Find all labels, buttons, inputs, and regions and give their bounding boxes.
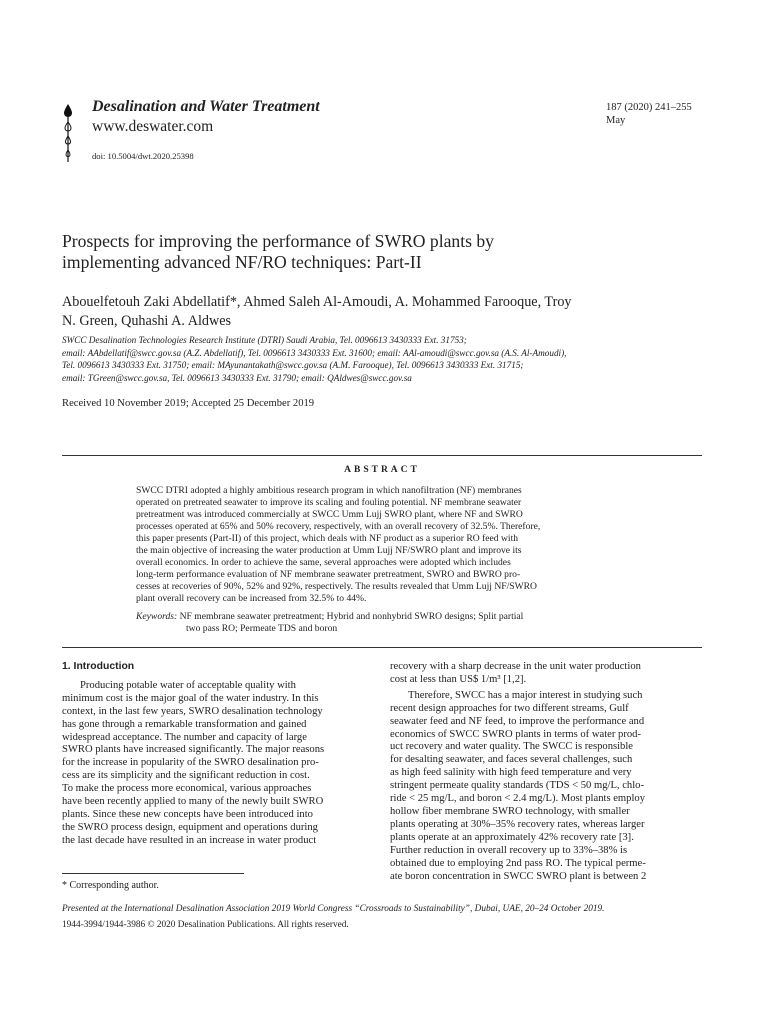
body-line: have been recently applied to many of the newly built SWRO xyxy=(62,796,324,808)
body-line: recent design approaches for two different streams, Gulf xyxy=(390,702,629,714)
volume-info xyxy=(606,101,692,127)
body-line: cost at less than US$ 1/m³ [1,2]. xyxy=(390,673,527,685)
abstract-line: pretreatment was introduced commercially at SWCC Umm Lujj SWRO plant, where NF and SWRO xyxy=(136,509,523,520)
keywords xyxy=(136,611,628,635)
body-line: widespread acceptance. The number and capacity of large xyxy=(62,731,307,743)
body-line: stringent permeate quality standards (TDS < 50 mg/L, chlo- xyxy=(390,780,644,792)
abstract-line: plant overall recovery can be increased from 32.5% to 44%. xyxy=(136,593,367,604)
body-line: minimum cost is the major goal of the water industry. In this xyxy=(62,692,319,704)
body-line: economics of SWCC SWRO plants in terms of water prod- xyxy=(390,728,641,740)
body-line: Further reduction in overall recovery up to 33%–38% is xyxy=(390,844,628,856)
abstract-line: operated on pretreated seawater to improve its scaling and fouling potential. NF membrane seawater xyxy=(136,497,522,508)
abstract-body xyxy=(136,485,628,605)
left-column xyxy=(62,661,373,848)
keywords-line xyxy=(136,611,628,623)
body-line: cess are its simplicity and the significant reduction in cost. xyxy=(62,770,310,782)
article-title xyxy=(62,231,662,273)
volume-pages: 187 (2020) 241–255 xyxy=(606,102,692,113)
body-line: seawater feed and NF feed, to improve the performance and xyxy=(390,715,645,727)
body-line: the SWRO process design, equipment and operations during xyxy=(62,821,318,833)
abstract-line: the main objective of increasing the water production at Umm Lujj NF/SWRO plant and improve its xyxy=(136,545,522,556)
body-line: Producing potable water of acceptable quality with xyxy=(80,679,296,691)
copyright-notice: 1944-3994/1944-3986 © 2020 Desalination Publications. All rights reserved. xyxy=(62,920,349,930)
abstract-line: long-term performance evaluation of NF membrane seawater pretreatment, SWRO and BWRO pro- xyxy=(136,569,521,580)
authors-line: N. Green, Quhashi A. Aldwes xyxy=(62,313,232,329)
body-line: plants. Since these new concepts have been introduced into xyxy=(62,808,313,820)
intro-paragraph xyxy=(62,680,373,848)
issue-month: May xyxy=(606,115,626,126)
abstract-line: SWCC DTRI adopted a highly ambitious research program in which nanofiltration (NF) membranes xyxy=(136,485,522,496)
journal-title: Desalination and Water Treatment xyxy=(92,98,320,115)
body-line: context, in the last few years, SWRO desalination technology xyxy=(62,705,323,717)
body-line: plants operate at an approximately 42% recovery rate [3]. xyxy=(390,831,634,843)
affiliation-line: SWCC Desalination Technologies Research Institute (DTRI) Saudi Arabia, Tel. 0096613 3430333 Ext. 31753; xyxy=(62,335,467,345)
body-line: recovery with a sharp decrease in the unit water production xyxy=(390,661,641,672)
affiliation xyxy=(62,334,712,384)
journal-logo-icon xyxy=(62,100,84,166)
author-list xyxy=(62,293,712,331)
body-line: for desalting seawater, and faces several challenges, such xyxy=(390,754,633,766)
body-line: for the increase in popularity of the SWRO desalination pro- xyxy=(62,757,319,769)
body-paragraph xyxy=(390,690,701,884)
body-line: ate boron concentration in SWCC SWRO plant is between 2 xyxy=(390,870,647,882)
body-line: To make the process more economical, various approaches xyxy=(62,783,312,795)
received-dates: Received 10 November 2019; Accepted 25 December 2019 xyxy=(62,398,315,409)
abstract-bottom-divider xyxy=(62,647,702,648)
abstract-line: processes operated at 65% and 50% recovery, respectively, with an overall recovery of 32.5%. Therefore, xyxy=(136,521,541,532)
right-column xyxy=(390,661,701,883)
journal-url[interactable]: www.deswater.com xyxy=(92,118,214,135)
body-paragraph xyxy=(390,661,701,687)
body-line: uct recovery and water quality. The SWCC is responsible xyxy=(390,741,634,753)
abstract-line: this paper presents (Part-II) of this project, which deals with NF product as a superior RO feed with xyxy=(136,533,519,544)
title-line: Prospects for improving the performance of SWRO plants by xyxy=(62,231,494,251)
body-line: obtained due to employing 2nd pass RO. The typical perme- xyxy=(390,857,646,869)
authors-line: Abouelfetouh Zaki Abdellatif*, Ahmed Saleh Al-Amoudi, A. Mohammed Farooque, Troy xyxy=(62,294,572,310)
abstract-top-divider xyxy=(62,455,702,456)
affiliation-line: Tel. 0096613 3430333 Ext. 31750; email: MAyunantakath@swcc.gov.sa (A.M. Farooque), Tel. 0096613 3430333 Ext. 31715; xyxy=(62,360,524,371)
abstract-line: overall economics. In order to achieve the same, several approaches were adopted which includes xyxy=(136,557,511,568)
keywords-value: NF membrane seawater pretreatment; Hybrid and nonhybrid SWRO designs; Split partial xyxy=(179,611,524,622)
doi[interactable]: doi: 10.5004/dwt.2020.25398 xyxy=(92,151,194,161)
body-line: ride < 25 mg/L, and boron < 2.4 mg/L). Most plants employ xyxy=(390,793,645,805)
body-line: the last decade have resulted in an increase in water product xyxy=(62,834,317,846)
body-line: as high feed salinity with high feed temperature and very xyxy=(390,767,632,779)
body-line: hollow fiber membrane SWRO technology, with smaller xyxy=(390,805,630,817)
corresponding-author-note: * Corresponding author. xyxy=(62,880,159,891)
body-line: SWRO plants have increased significantly. The major reasons xyxy=(62,744,325,756)
conference-note: Presented at the International Desalination Association 2019 World Congress “Crossroads to Sustainability”, Dubai, UAE, 20–24 October 2019. xyxy=(62,904,605,914)
body-line: has gone through a remarkable transformation and gained xyxy=(62,718,307,730)
keywords-label: Keywords: xyxy=(136,611,178,622)
body-line: Therefore, SWCC has a major interest in studying such xyxy=(408,689,643,701)
title-line: implementing advanced NF/RO techniques: Part-II xyxy=(62,252,422,272)
affiliation-line: email: TGreen@swcc.gov.sa, Tel. 0096613 3430333 Ext. 31790; email: QAldwes@swcc.gov.sa xyxy=(62,372,412,383)
body-line: plants operating at 30%–35% recovery rates, whereas larger xyxy=(390,818,645,830)
section-heading: 1. Introduction xyxy=(62,661,135,672)
abstract-line: cesses at recoveries of 90%, 52% and 92%, respectively. The results revealed that Umm Lujj NF/SWRO xyxy=(136,581,537,592)
abstract-heading: ABSTRACT xyxy=(344,465,420,475)
footnote-divider xyxy=(62,873,244,874)
affiliation-line: email: AAbdellatif@swcc.gov.sa (A.Z. Abdellatif), Tel. 0096613 3430333 Ext. 31600; email: AAl-amoudi@swcc.gov.sa (A.S. Al-Amoudi), xyxy=(62,347,567,358)
keywords-value: two pass RO; Permeate TDS and boron xyxy=(186,623,338,634)
